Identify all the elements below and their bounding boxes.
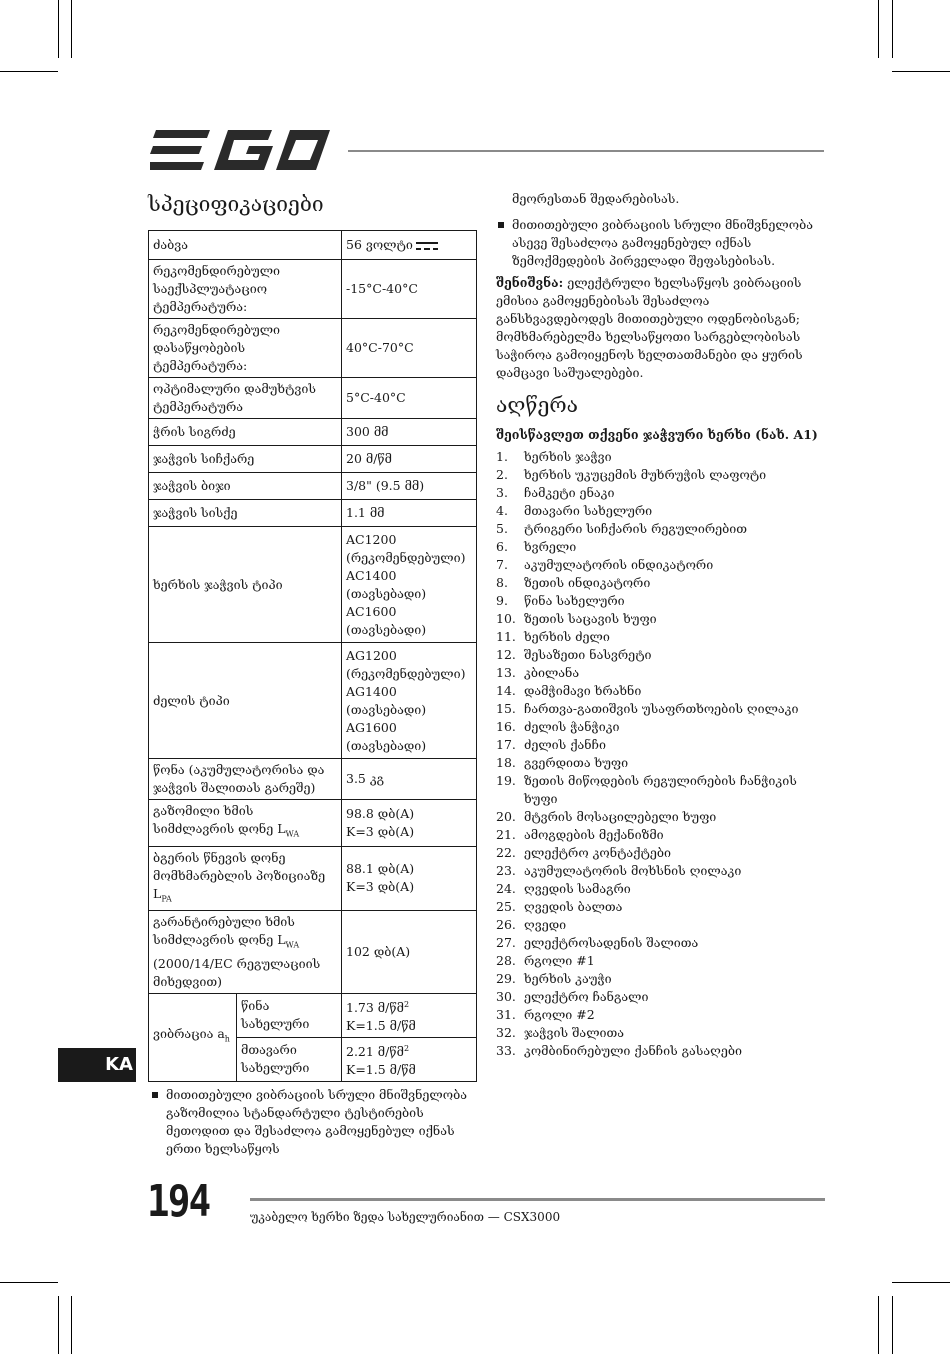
table-row [149, 473, 477, 500]
handle-label: წინა სახელური [237, 993, 342, 1037]
right-column [496, 190, 826, 1060]
list-item: 5. ტრიგერი სიჩქარის რეგულირებით [496, 521, 748, 536]
footer-rule [250, 1198, 825, 1201]
list-item: 32. ჯაჭვის შალითა [496, 1025, 625, 1040]
spec-label: რეკომენდირებული დასაწყობების ტემპერატურა: [149, 319, 342, 378]
spec-label: ხერხის ჯაჭვის ტიპი [149, 527, 342, 643]
table-row [149, 378, 477, 419]
list-item: 30. ელექტრო ჩანგალი [496, 989, 649, 1004]
spec-label: ოპტიმალური დამუხტვის ტემპერატურა [149, 378, 342, 419]
ego-logo [150, 130, 330, 172]
list-item: 12. შესაზეთი ნასვრეტი [496, 647, 652, 662]
spec-value: -15°C-40°C [342, 260, 477, 319]
spec-value: AG1200 (რეკომენდებული) AG1400 (თავსებადი) AG1600 (თავსებადი) [342, 643, 477, 759]
list-item: 16. ძელის ჭანჭიკი [496, 719, 620, 734]
list-item: 33. კომბინირებული ქანჩის გასაღები [496, 1043, 742, 1058]
spec-label: ბგერის წნევის დონე მომხმარებლის პოზიციაზე $L_{PA}$ [149, 846, 342, 911]
spec-value: 1.1 მმ [342, 500, 477, 527]
spec-value: 88.1 დბ(A) K=3 დბ(A) [342, 846, 477, 911]
handle-label: მთავარი სახელური [237, 1037, 342, 1081]
list-item: 3. ჩამკეტი ენაკი [496, 485, 615, 500]
list-item: 10. ზეთის საცავის ხუფი [496, 611, 657, 626]
spec-title: სპეციფიკაციები [148, 192, 324, 216]
parts-heading: შეისწავლეთ თქვენი ჯაჭვური ხერხი (ნახ. A1) [496, 427, 818, 442]
list-item: მითითებული ვიბრაციის სრული მნიშვნელობა ასევე შესაძლოა გამოყენებულ იქნას ზემოქმედების პირველადი შეფასებისას. [496, 216, 826, 270]
list-item: 6. ხვრელი [496, 539, 577, 554]
list-item: 22. ელექტრო კონტაქტები [496, 845, 671, 860]
list-item: მითითებული ვიბრაციის სრული მნიშვნელობა გაზომილია სტანდარტული ტესტირების მეთოდით და შესაძლოა გამოყენებულ იქნას ერთი ხელსაწყოს [150, 1086, 468, 1158]
spec-value: 300 მმ [342, 419, 477, 446]
table-row [149, 643, 477, 759]
list-item: 25. ღვედის ბალთა [496, 899, 623, 914]
vibration-label: ვიბრაცია $a_h$ [149, 993, 237, 1081]
crop-mark [878, 0, 879, 58]
crop-mark [58, 0, 59, 58]
list-item: 26. ღვედი [496, 917, 567, 932]
spec-value: 3/8" (9.5 მმ) [342, 473, 477, 500]
table-row [149, 231, 477, 260]
spec-value: 3.5 კგ [342, 759, 477, 800]
spec-label: ძელის ტიპი [149, 643, 342, 759]
crop-mark [0, 71, 58, 72]
spec-label: გაზომილი ხმის სიმძლავრის დონე $L_{WA}$ [149, 800, 342, 847]
spec-value: 40°C-70°C [342, 319, 477, 378]
header-rule [348, 150, 824, 152]
list-item: 9. წინა სახელური [496, 593, 625, 608]
spec-value: 98.8 დბ(A) K=3 დბ(A) [342, 800, 477, 847]
list-item: 31. რგოლი #2 [496, 1007, 595, 1022]
crop-mark [892, 0, 893, 58]
crop-mark [58, 1296, 59, 1354]
note-paragraph [496, 274, 826, 382]
spec-label: ძაბვა [149, 231, 342, 260]
table-row [149, 527, 477, 643]
table-row [149, 446, 477, 473]
list-item: 24. ღვედის სამაგრი [496, 881, 631, 896]
spec-value: 5°C-40°C [342, 378, 477, 419]
crop-mark [71, 1296, 72, 1354]
crop-mark [892, 1296, 893, 1354]
table-row [149, 846, 477, 911]
table-row [149, 500, 477, 527]
spec-value: 20 მ/წმ [342, 446, 477, 473]
table-row [149, 759, 477, 800]
list-item: 7. აკუმულატორის ინდიკატორი [496, 557, 714, 572]
crop-mark [878, 1296, 879, 1354]
spec-table [148, 230, 477, 1082]
list-item: 13. კბილანა [496, 665, 580, 680]
table-row [149, 993, 477, 1037]
spec-value: 102 დბ(A) [342, 911, 477, 994]
crop-mark [892, 1282, 950, 1283]
list-item: 18. გვერდითა ხუფი [496, 755, 629, 770]
list-item: 19. ზეთის მიწოდების რეგულირების ჩანჭიკის ხუფი [496, 773, 797, 806]
footer-title: უკაბელო ხერხი ზედა სახელურიანით — CSX3000 [250, 1210, 561, 1224]
list-item: 28. რგოლი #1 [496, 953, 595, 968]
spec-label: ჯაჭვის სისქე [149, 500, 342, 527]
spec-value: AC1200 (რეკომენდებული) AC1400 (თავსებადი) AC1600 (თავსებადი) [342, 527, 477, 643]
dc-symbol-icon [416, 241, 438, 251]
table-row [149, 419, 477, 446]
continuation-text: მეორესთან შედარებისას. [512, 191, 680, 206]
list-item: 21. ამოგდების მექანიზმი [496, 827, 664, 842]
list-item: 20. მტვრის მოსაცილებელი ხუფი [496, 809, 717, 824]
spec-value: 2.21 მ/წმ$^2$ K=1.5 მ/წმ [342, 1037, 477, 1081]
list-item: 4. მთავარი სახელური [496, 503, 653, 518]
spec-value: 1.73 მ/წმ$^2$ K=1.5 მ/წმ [342, 993, 477, 1037]
list-item: 11. ხერხის ძელი [496, 629, 610, 644]
table-row [149, 800, 477, 847]
list-item: 17. ძელის ქანჩი [496, 737, 606, 752]
description-title: აღწერა [496, 393, 579, 417]
spec-label: გარანტირებული ხმის სიმძლავრის დონე $L_{WA}$ (2000/14/EC რეგულაციის მიხედვით) [149, 911, 342, 994]
note-text: ელექტრული ხელსაწყოს ვიბრაციის ემისია გამოყენებისას შესაძლოა განსხვავდებოდეს მითითებული ოდენობისგან; მომხმარებელმა ხელსაწყოთი სარგებლობისას საჭიროა გამოიყენოს ხელთათმანები და ყურის დამცავი საშუალებები. [496, 275, 803, 380]
crop-mark [0, 1282, 58, 1283]
spec-label: ჭრის სიგრძე [149, 419, 342, 446]
spec-label: წონა (აკუმულატორისა და ჯაჭვის შალითას გარეშე) [149, 759, 342, 800]
table-row [149, 319, 477, 378]
crop-mark [892, 71, 950, 72]
list-item: 23. აკუმულატორის მოხსნის ღილაკი [496, 863, 742, 878]
list-item: 29. ხერხის კაუჭი [496, 971, 612, 986]
list-item: 27. ელექტროსადენის შალითა [496, 935, 699, 950]
list-item: 8. ზეთის ინდიკატორი [496, 575, 651, 590]
table-row [149, 260, 477, 319]
parts-list [496, 448, 826, 1060]
spec-label: ჯაჭვის ბიჯი [149, 473, 342, 500]
spec-label: რეკომენდირებული საექსპლუატაციო ტემპერატურა: [149, 260, 342, 319]
note-label: შენიშვნა: [496, 275, 564, 290]
list-item: 1. ხერხის ჯაჭვი [496, 449, 612, 464]
spec-value: 56 ვოლტი [342, 231, 477, 260]
page-number: 194 [147, 1176, 210, 1227]
vibration-note-list [150, 1086, 468, 1158]
table-row [149, 911, 477, 994]
list-item: 2. ხერხის უკუცემის მუხრუჭის ლაფოტი [496, 467, 767, 482]
list-item: 14. დამჭიმავი ხრახნი [496, 683, 642, 698]
crop-mark [71, 0, 72, 58]
spec-label: ჯაჭვის სიჩქარე [149, 446, 342, 473]
language-tab: KA [58, 1048, 136, 1082]
vibration-bullet-list [496, 216, 826, 270]
list-item: 15. ჩართვა-გათიშვის უსაფრთხოების ღილაკი [496, 701, 799, 716]
